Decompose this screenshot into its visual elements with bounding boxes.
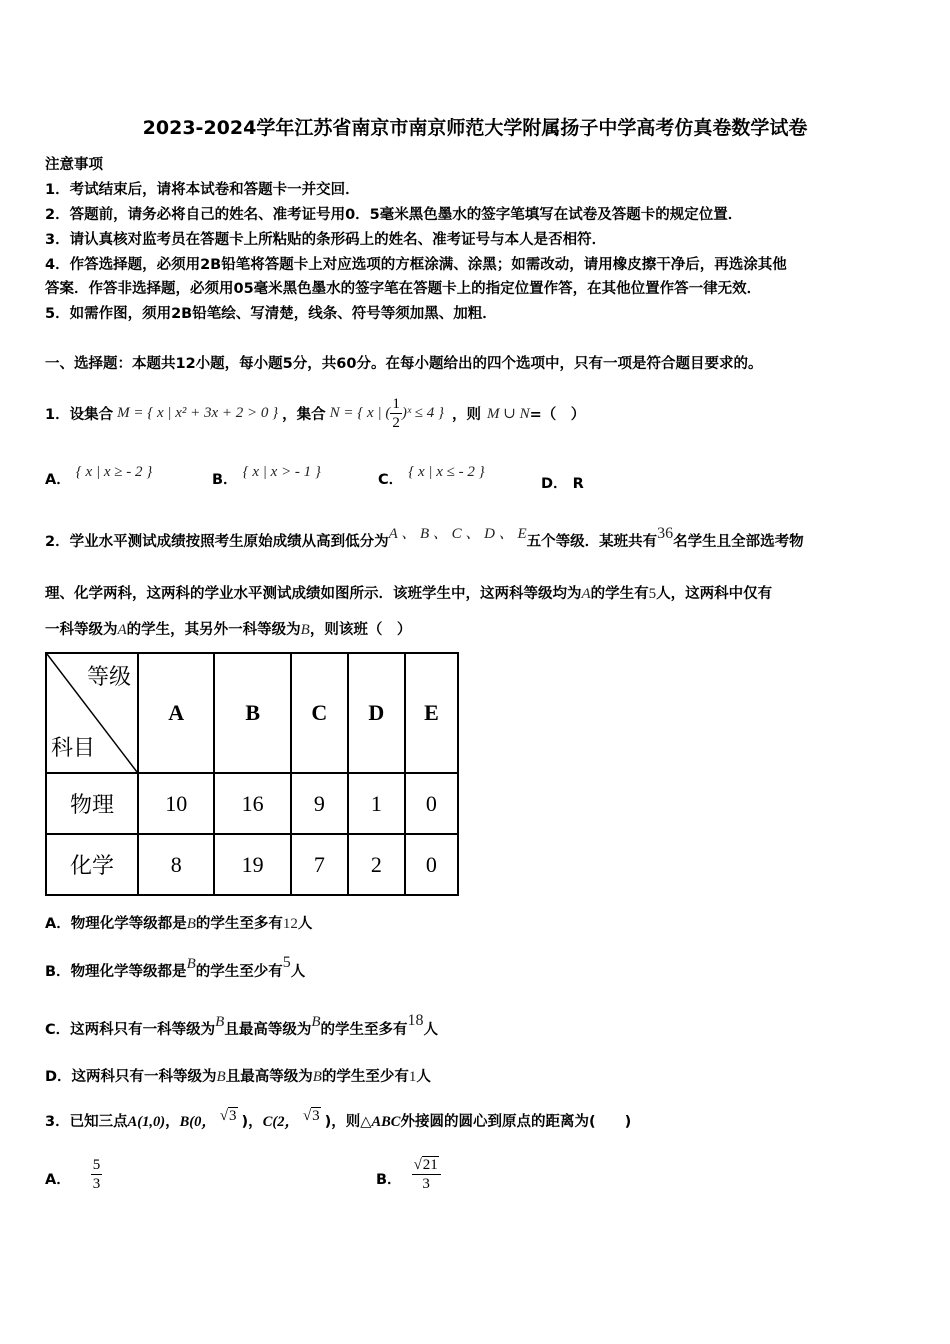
table-cell: 16 — [214, 773, 290, 834]
table-header-a: A — [138, 653, 214, 773]
q3-text: )， — [241, 1114, 263, 1130]
option-text: 且最高等级为 — [225, 1069, 313, 1085]
option-label: C． — [45, 1022, 71, 1038]
question-2-line-1 — [45, 525, 804, 551]
q1-option-a[interactable] — [45, 464, 153, 489]
option-text: 的学生至多有 — [320, 1022, 408, 1038]
q1-end: =（ ） — [529, 407, 586, 423]
q1-option-d[interactable] — [541, 472, 584, 493]
option-text: 这两科只有一科等级为 — [71, 1069, 217, 1085]
table-row — [46, 834, 458, 895]
option-grade: B — [311, 1014, 321, 1030]
option-label: A． — [45, 472, 71, 488]
option-value: { x | x ≤ - 2 } — [408, 464, 485, 480]
option-fraction — [91, 1156, 103, 1193]
note-item-4-cont: 答案．作答非选择题，必须用05毫米黑色墨水的签字笔在答题卡上的指定位置作答，在其他位置作答一律无效． — [45, 281, 762, 297]
q2-text: 一科等级为 — [45, 622, 118, 638]
section-heading: 一、选择题：本题共12小题，每小题5分，共60分。在每小题给出的四个选项中，只有一项是符合题目要求的。 — [45, 356, 763, 372]
table-subject: 物理 — [46, 773, 138, 834]
q3-point-b: B(0， — [179, 1114, 216, 1130]
fraction-numerator — [412, 1156, 441, 1175]
table-header-b: B — [214, 653, 290, 773]
q3-option-a[interactable] — [45, 1157, 102, 1197]
q2-text: 的学生，其另外一科等级为 — [126, 622, 301, 638]
option-value: { x | x > - 1 } — [242, 464, 321, 480]
q2-five: 5 — [648, 586, 657, 602]
table-header-c: C — [291, 653, 348, 773]
note-item-5: 5．如需作图，须用2B铅笔绘、写清楚，线条、符号等须加黑、加粗． — [45, 306, 497, 322]
option-text: 人 — [297, 916, 313, 932]
q3-triangle: ABC — [371, 1114, 401, 1130]
q2-option-d[interactable] — [45, 1065, 431, 1086]
q2-grade-b: B — [300, 622, 310, 638]
table-header-d: D — [348, 653, 405, 773]
option-text: 的学生至少有 — [321, 1069, 409, 1085]
option-label: A． — [45, 1172, 71, 1188]
q1-lead: 1．设集合 — [45, 407, 114, 423]
q2-option-b[interactable] — [45, 954, 306, 981]
option-grade: B — [216, 1069, 226, 1085]
q3-sqrt-3: √3 — [302, 1108, 320, 1124]
q2-text: 五个等级．某班共有 — [526, 534, 658, 550]
option-number: 12 — [282, 916, 298, 932]
fraction-denominator: 3 — [92, 1176, 101, 1192]
table-cell: 9 — [291, 773, 348, 834]
table-cell: 8 — [138, 834, 214, 895]
table-corner-cell — [46, 653, 138, 773]
q3-text: 3．已知三点 — [45, 1114, 128, 1130]
table-cell: 0 — [405, 834, 458, 895]
option-label: B． — [212, 472, 238, 488]
option-label: C． — [378, 472, 404, 488]
q1-union: M ∪ N — [487, 406, 530, 422]
notes-heading: 注意事项 — [45, 157, 103, 173]
fraction-numerator: 5 — [92, 1157, 101, 1173]
option-text: 人 — [423, 1022, 438, 1038]
radicand: 3 — [229, 1108, 237, 1124]
option-number: 5 — [282, 954, 291, 971]
option-text: 物理化学等级都是 — [70, 964, 187, 980]
note-item-4: 4．作答选择题，必须用2B铅笔将答题卡上对应选项的方框涂满、涂黑；如需改动，请用橡皮擦干净后，再选涂其他 — [45, 257, 787, 273]
question-2-line-3 — [45, 618, 411, 639]
q2-text: 人，这两科中仅有 — [656, 586, 773, 602]
option-label: D． — [45, 1069, 72, 1085]
option-grade: B — [312, 1069, 322, 1085]
table-cell: 19 — [214, 834, 290, 895]
table-row — [46, 773, 458, 834]
option-label: A． — [45, 916, 71, 932]
option-grade: B — [186, 916, 196, 932]
grade-table — [45, 652, 459, 896]
option-text: 且最高等级为 — [224, 1022, 312, 1038]
option-fraction — [412, 1156, 441, 1193]
option-label: D． — [541, 476, 568, 492]
q2-grade-a: A — [581, 586, 591, 602]
q3-text: 外接圆的圆心到原点的距离为( ) — [400, 1114, 632, 1130]
option-number: 18 — [407, 1012, 424, 1029]
table-cell: 7 — [291, 834, 348, 895]
q2-text: 的学生有 — [590, 586, 649, 602]
table-cell: 2 — [348, 834, 405, 895]
q2-grades: A 、 B 、 C 、 D 、 E — [388, 526, 527, 542]
page-title: 2023-2024学年江苏省南京市南京师范大学附属扬子中学高考仿真卷数学试卷 — [142, 117, 808, 139]
option-grade: B — [186, 956, 196, 972]
option-label: B． — [45, 964, 71, 980]
q2-count: 36 — [657, 525, 674, 542]
option-text: 的学生至少有 — [195, 964, 283, 980]
q2-text: 理、化学两科，这两科的学业水平测试成绩如图所示．该班学生中，这两科等级均为 — [45, 586, 582, 602]
option-value: R — [572, 476, 584, 492]
table-cell: 0 — [405, 773, 458, 834]
q3-option-b[interactable] — [376, 1157, 441, 1197]
corner-label-grade: 等级 — [86, 665, 131, 690]
q3-point-c: C(2， — [262, 1114, 299, 1130]
option-text: 的学生至多有 — [195, 916, 283, 932]
radicand: 3 — [312, 1108, 320, 1124]
option-number: 1 — [408, 1069, 417, 1085]
note-item-2: 2．答题前，请务必将自己的姓名、准考证号用0．5毫米黑色墨水的签字笔填写在试卷及答题卡的规定位置． — [45, 207, 743, 223]
q2-text: 2．学业水平测试成绩按照考生原始成绩从高到低分为 — [45, 534, 389, 550]
q3-sqrt-3: √3 — [219, 1108, 237, 1124]
table-cell: 10 — [138, 773, 214, 834]
q1-set-n-right: )ˣ ≤ 4 } — [401, 405, 445, 421]
q1-mid: ，集合 — [282, 407, 326, 423]
q3-text: )，则△ — [324, 1114, 372, 1130]
note-item-3: 3．请认真核对监考员在答题卡上所粘贴的条形码上的姓名、准考证号与本人是否相符． — [45, 232, 607, 248]
q1-frac-num: 1 — [392, 396, 400, 412]
option-label: B． — [376, 1172, 402, 1188]
q1-fraction — [390, 395, 402, 432]
table-subject: 化学 — [46, 834, 138, 895]
q2-text: ，则该班（ ） — [309, 622, 412, 638]
fraction-denominator: 3 — [422, 1176, 430, 1192]
option-text: 物理化学等级都是 — [70, 916, 187, 932]
option-value: { x | x ≥ - 2 } — [75, 464, 153, 480]
option-text: 人 — [416, 1069, 431, 1085]
corner-label-subject: 科目 — [51, 736, 96, 761]
q2-text: 名学生且全部选考物 — [673, 534, 804, 550]
q1-option-b[interactable] — [212, 464, 321, 489]
question-3 — [45, 1110, 631, 1131]
q3-text: ， — [165, 1114, 180, 1130]
q2-option-c[interactable] — [45, 1012, 438, 1039]
q1-set-m: M = { x | x² + 3x + 2 > 0 } — [117, 405, 279, 421]
q3-point-a: A(1,0) — [127, 1114, 166, 1130]
question-2-line-2 — [45, 582, 772, 603]
note-item-1: 1．考试结束后，请将本试卷和答题卡一并交回． — [45, 182, 360, 198]
table-header-e: E — [405, 653, 458, 773]
q1-option-c[interactable] — [378, 464, 485, 489]
q1-tail: ，则 — [452, 407, 482, 423]
q2-option-a[interactable] — [45, 912, 312, 933]
sqrt-sign: √21 — [413, 1157, 438, 1173]
q1-set-n-left: N = { x | ( — [329, 405, 391, 421]
table-cell: 1 — [348, 773, 405, 834]
q1-frac-den: 2 — [392, 415, 400, 431]
question-1 — [45, 395, 585, 432]
q2-grade-a: A — [117, 622, 127, 638]
option-text: 人 — [290, 964, 306, 980]
option-grade: B — [215, 1014, 225, 1030]
option-text: 这两科只有一科等级为 — [70, 1022, 216, 1038]
radicand: 21 — [422, 1157, 438, 1173]
table-header-row — [46, 653, 458, 773]
